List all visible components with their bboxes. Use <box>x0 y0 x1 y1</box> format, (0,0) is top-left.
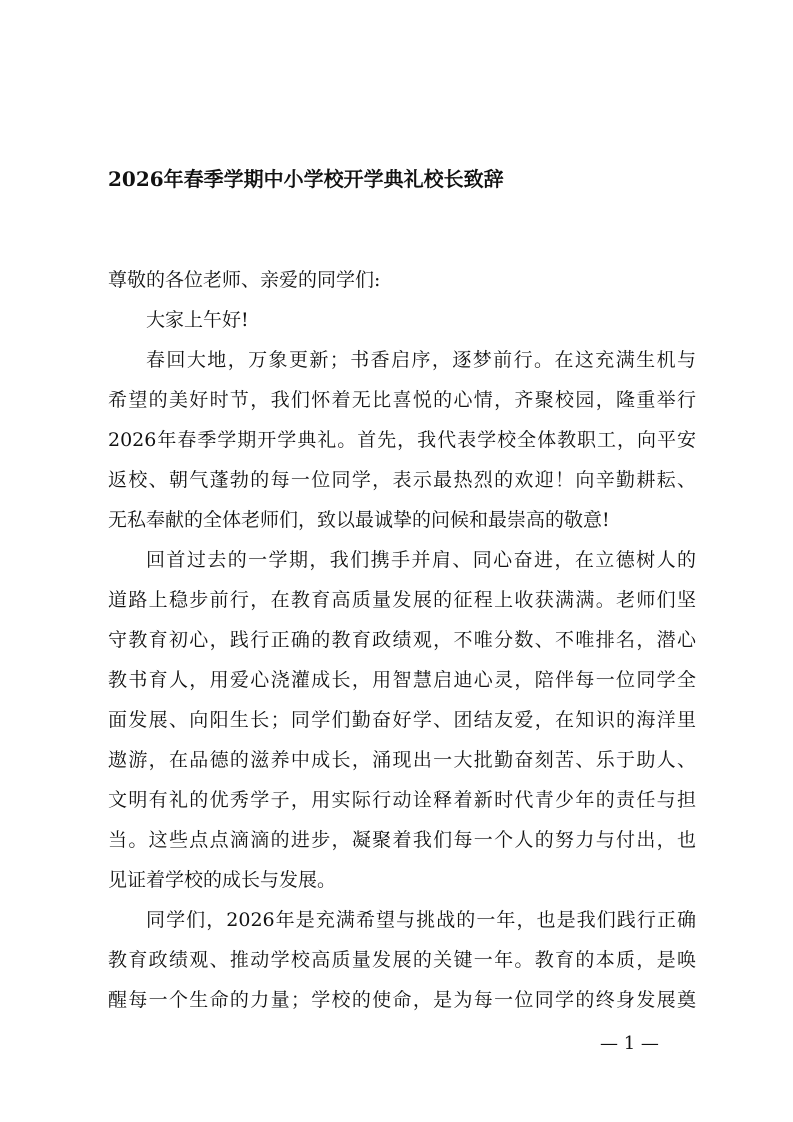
paragraph-2-line: 教书育人，用爱心浇灌成长，用智慧启迪心灵，陪伴每一位同学全 <box>108 669 696 691</box>
paragraph-1-line: 春回大地，万象更新；书香启序，逐梦前行。在这充满生机与 <box>146 349 696 371</box>
page-number: — 1 — <box>600 1033 659 1054</box>
paragraph-3-line: 醒每一个生命的力量；学校的使命，是为每一位同学的终身发展奠 <box>108 989 696 1011</box>
paragraph-2-line: 回首过去的一学期，我们携手并肩、同心奋进，在立德树人的 <box>146 549 696 571</box>
salutation: 尊敬的各位老师、亲爱的同学们: <box>108 269 381 291</box>
paragraph-3-line: 同学们，2026年是充满希望与挑战的一年，也是我们践行正确 <box>146 909 696 931</box>
document-body <box>108 260 696 1020</box>
paragraph-2-line: 守教育初心，践行正确的教育政绩观，不唯分数、不唯排名，潜心 <box>108 629 696 651</box>
paragraph-3-line: 教育政绩观、推动学校高质量发展的关键一年。教育的本质，是唤 <box>108 949 696 971</box>
page-title: 2026年春季学期中小学校开学典礼校长致辞 <box>108 167 504 191</box>
paragraph-2-line: 当。这些点点滴滴的进步，凝聚着我们每一个人的努力与付出，也 <box>108 829 696 851</box>
paragraph-1-line: 希望的美好时节，我们怀着无比喜悦的心情，齐聚校园，隆重举行 <box>108 389 696 411</box>
paragraph-2-line: 面发展、向阳生长；同学们勤奋好学、团结友爱，在知识的海洋里 <box>108 709 696 731</box>
paragraph-1-line: 返校、朝气蓬勃的每一位同学，表示最热烈的欢迎！向辛勤耕耘、 <box>108 469 696 491</box>
paragraph-1-line: 无私奉献的全体老师们，致以最诚挚的问候和最崇高的敬意! <box>108 509 610 531</box>
paragraph-2-line: 道路上稳步前行，在教育高质量发展的征程上收获满满。老师们坚 <box>108 589 696 611</box>
paragraph-2-line: 文明有礼的优秀学子，用实际行动诠释着新时代青少年的责任与担 <box>108 789 696 811</box>
paragraph-2-line: 见证着学校的成长与发展。 <box>108 869 337 891</box>
greeting: 大家上午好! <box>146 309 249 331</box>
paragraph-1-line: 2026年春季学期开学典礼。首先，我代表学校全体教职工，向平安 <box>108 429 696 451</box>
paragraph-2-line: 遨游，在品德的滋养中成长，涌现出一大批勤奋刻苦、乐于助人、 <box>108 749 696 771</box>
